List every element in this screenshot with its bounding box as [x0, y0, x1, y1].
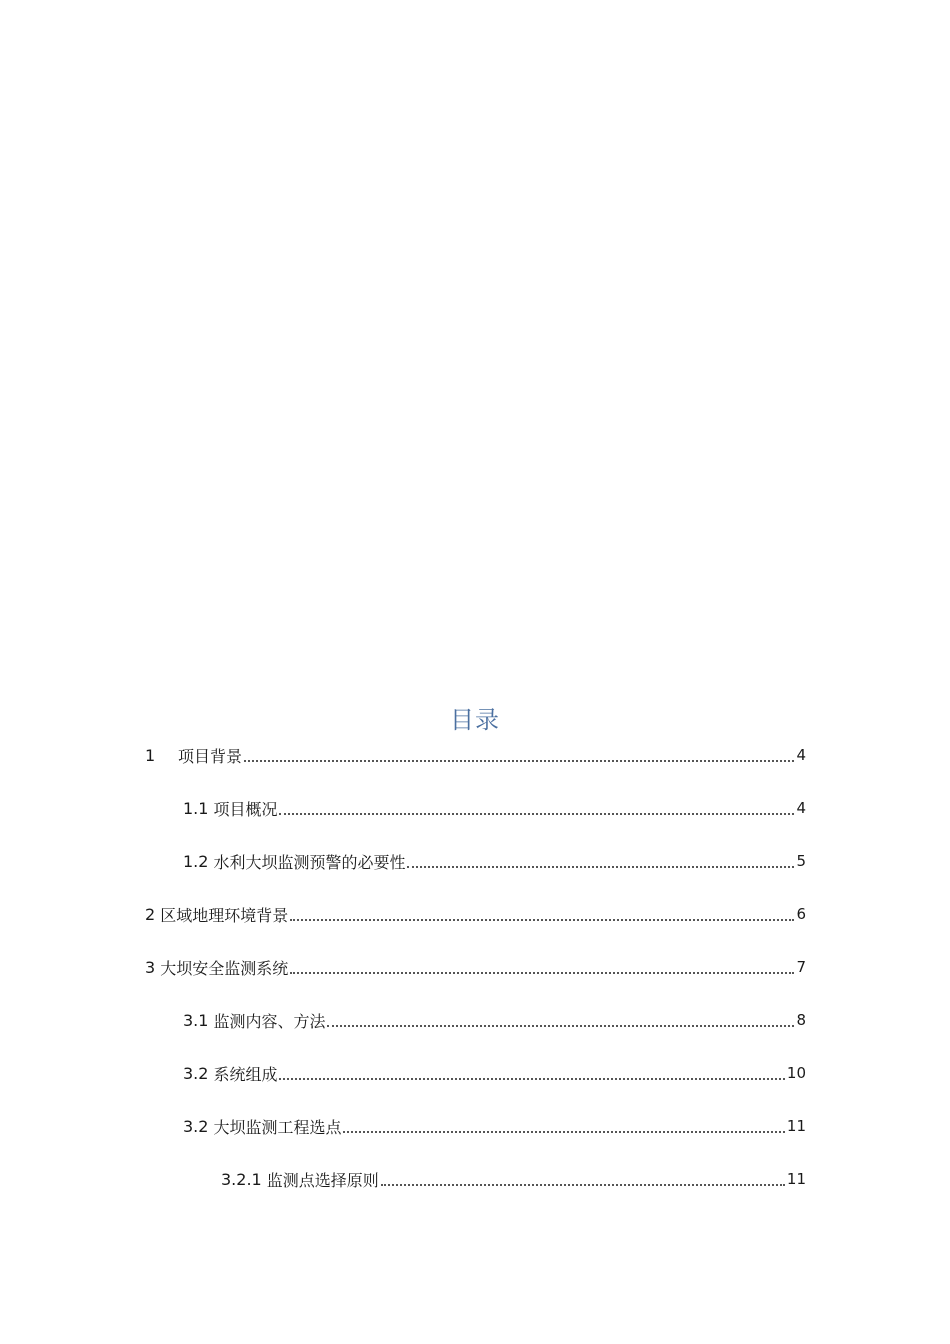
toc-entry-number: 1.2 [183, 851, 209, 871]
toc-dot-leader [327, 1025, 794, 1027]
toc-entry-number: 1 [145, 745, 156, 765]
toc-entry-title: 项目背景 [178, 746, 243, 766]
toc-entry-number: 2 [145, 904, 156, 924]
toc-entry[interactable] [183, 1059, 806, 1087]
toc-dot-leader [381, 1184, 785, 1186]
toc-entry[interactable] [183, 1006, 806, 1034]
toc-dot-leader [290, 972, 794, 974]
toc-dot-leader [279, 813, 794, 815]
toc-entry-page: 8 [796, 1011, 806, 1029]
toc-entry-page: 6 [796, 905, 806, 923]
toc-entry-number: 3.2 [183, 1116, 209, 1136]
toc-entry-page: 4 [796, 746, 806, 764]
toc-entry-page: 5 [796, 852, 806, 870]
toc-entry[interactable] [145, 741, 806, 769]
toc-dot-leader [343, 1131, 784, 1133]
toc-entry-title: 监测点选择原则 [266, 1170, 379, 1190]
toc-entry[interactable] [183, 794, 806, 822]
toc-entry[interactable] [221, 1165, 806, 1193]
toc-dot-leader [279, 1078, 784, 1080]
toc-entry-page: 11 [786, 1170, 806, 1188]
toc-entry-page: 11 [786, 1117, 806, 1135]
toc-entry-page: 7 [796, 958, 806, 976]
toc-entry-title: 大坝安全监测系统 [160, 958, 289, 978]
toc-entry-title: 大坝监测工程选点 [213, 1117, 342, 1137]
toc-entry-title: 系统组成 [213, 1064, 278, 1084]
toc-entry-title: 区域地理环境背景 [160, 905, 289, 925]
toc-entry-page: 10 [786, 1064, 806, 1082]
toc-entry[interactable] [145, 953, 806, 981]
toc-entry-number: 1.1 [183, 798, 209, 818]
toc-entry-number: 3.2 [183, 1063, 209, 1083]
toc-entry[interactable] [183, 847, 806, 875]
toc-title: 目录 [450, 706, 500, 734]
toc-entry-title: 水利大坝监测预警的必要性 [213, 852, 406, 872]
toc-dot-leader [407, 866, 794, 868]
toc-entry-number: 3.1 [183, 1010, 209, 1030]
toc-entry-title: 项目概况 [213, 799, 278, 819]
toc-entry-number: 3.2.1 [221, 1169, 262, 1189]
toc-entry-page: 4 [796, 799, 806, 817]
toc-dot-leader [244, 760, 794, 762]
toc-dot-leader [290, 919, 794, 921]
toc-entry[interactable] [183, 1112, 806, 1140]
toc-entry[interactable] [145, 900, 806, 928]
toc-entry-title: 监测内容、方法 [213, 1011, 326, 1031]
toc-entry-number: 3 [145, 957, 156, 977]
